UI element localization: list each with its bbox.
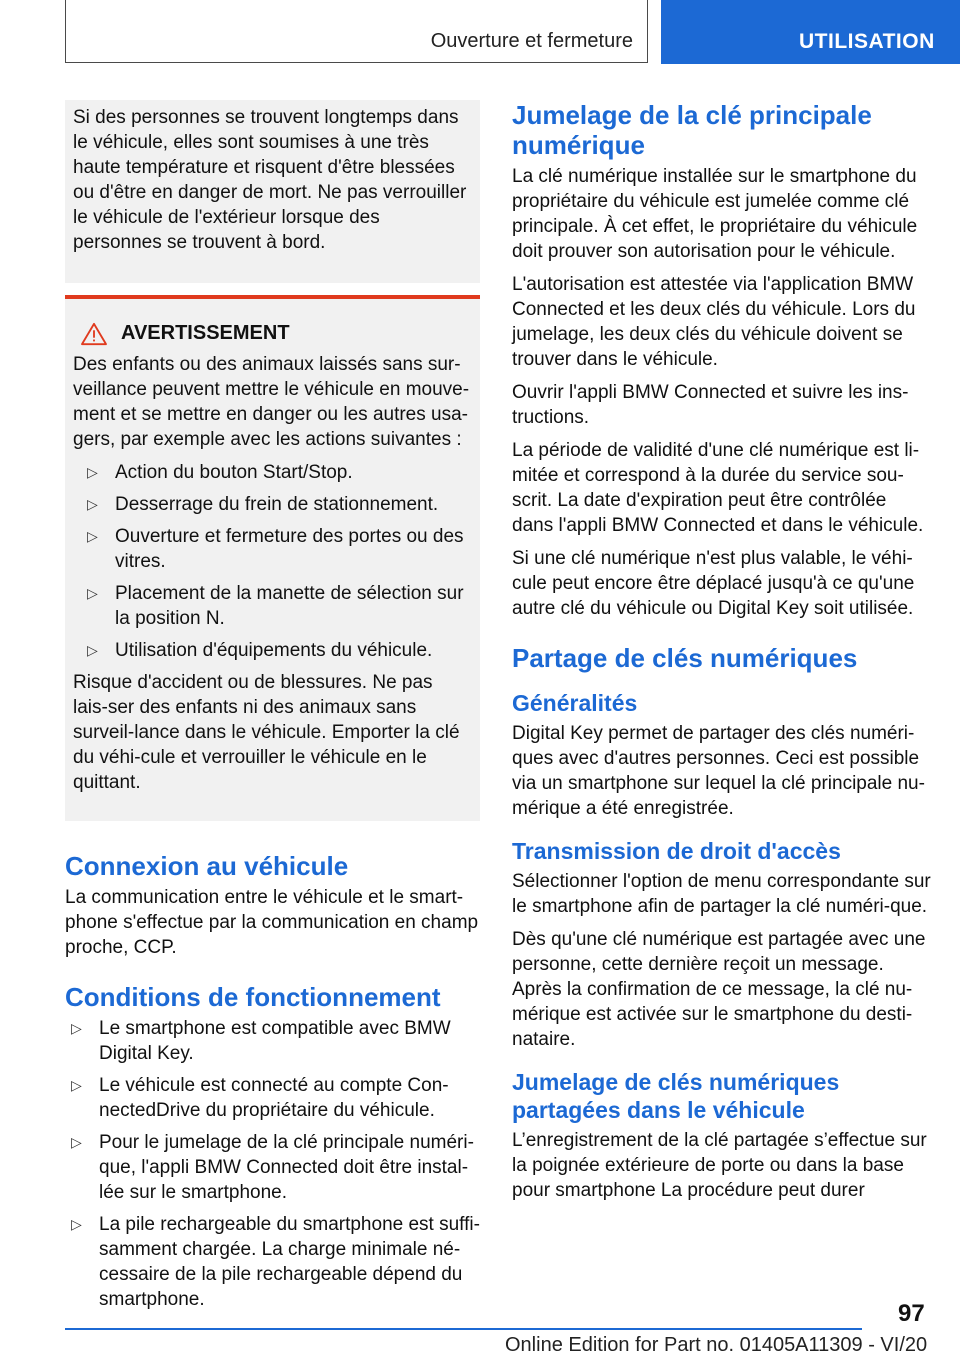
triangle-bullet-icon: ▷ <box>87 528 98 544</box>
heading-jumelage-partage: Jumelage de clés numériques partagées dans le véhicule <box>512 1069 840 1123</box>
edition-text: Online Edition for Part no. 01405A11309 - VI/20 <box>505 1334 928 1356</box>
list-item: ▷ Le véhicule est connecté au compte Con‐nectedDrive du propriétaire du véhicule. <box>71 1075 449 1121</box>
heading-transmission: Transmission de droit d'accès <box>512 838 841 864</box>
warning-outro: Risque d'accident ou de blessures. Ne pas lais‐ser des enfants ni des animaux sans surveil‐lance dans le véhicule. Emporter la clé du véhi‐cule et verrouiller le véhicule en le quittant. <box>73 672 460 793</box>
warning-box <box>65 295 480 821</box>
paragraph: Ouvrir l'appli BMW Connected et suivre les ins‐tructions. <box>512 382 909 428</box>
page-number: 97 <box>898 1300 925 1327</box>
list-item: ▷ Action du bouton Start/Stop. <box>87 462 353 483</box>
list-item: ▷ Pour le jumelage de la clé principale numéri‐que, l'appli BMW Connected doit être instal‐lée sur le smartphone. <box>71 1132 474 1203</box>
heading-partage: Partage de clés numériques <box>512 643 858 673</box>
chapter-tab: UTILISATION <box>661 0 960 64</box>
warning-list <box>73 460 472 663</box>
paragraph: Si une clé numérique n'est plus valable, le véhi‐cule peut encore être déplacé jusqu'à ce qu'une autre clé du véhicule ou Digital Key soit utilisée. <box>512 548 915 619</box>
warning-header <box>73 321 472 346</box>
triangle-bullet-icon: ▷ <box>71 1216 82 1232</box>
info-note <box>65 100 480 283</box>
heading-jumelage: Jumelage de la clé principale numérique <box>512 100 872 160</box>
note-text: Si des personnes se trouvent longtemps dans le véhicule, elles sont soumises à une très haute température et risquent d'être blessées ou d'être en danger de mort. Ne pas verrouiller le véhicule de l'extérieur lorsque des personnes se trouvent à bord. <box>73 107 467 253</box>
list-item: ▷ Ouverture et fermeture des portes ou des vitres. <box>87 526 464 572</box>
paragraph: L’enregistrement de la clé partagée s’effectue sur la poignée extérieure de porte ou dans la base pour smartphone La procédure peut durer <box>512 1130 927 1201</box>
section-title: Ouverture et fermeture <box>65 0 648 63</box>
warning-title: AVERTISSEMENT <box>121 322 290 344</box>
triangle-bullet-icon: ▷ <box>87 464 98 480</box>
list-item: ▷ La pile rechargeable du smartphone est suffi‐samment chargée. La charge minimale né‐cessaire de la pile rechargeable dépend du smartphone. <box>71 1214 480 1310</box>
left-column <box>65 100 480 1319</box>
warning-triangle-icon <box>79 322 109 346</box>
paragraph: La période de validité d'une clé numérique est li‐mitée et correspond à la durée du service sou‐scrit. La date d'expiration peut être contrôlée dans l'appli BMW Connected et dans le véhicule. <box>512 440 924 536</box>
heading-generalites: Généralités <box>512 690 638 716</box>
conditions-list <box>65 1016 480 1312</box>
triangle-bullet-icon: ▷ <box>87 585 98 601</box>
paragraph: L'autorisation est attestée via l'application BMW Connected et les deux clés du véhicule. Lors du jumelage, les deux clés du véhicule doivent se trouver dans le véhicule. <box>512 274 916 370</box>
connexion-text: La communication entre le véhicule et le smart‐phone s'effectue par la communication en champ proche, CCP. <box>65 887 479 958</box>
page-header <box>0 0 960 66</box>
paragraph: La clé numérique installée sur le smartphone du propriétaire du véhicule est jumelée comme clé principale. À cet effet, le propriétaire du véhicule doit prouver son autorisation pour le véhicule. <box>512 166 918 262</box>
paragraph: Dès qu'une clé numérique est partagée avec une personne, cette dernière reçoit un message. Après la confirmation de ce message, la clé nu‐mérique est activée sur le smartphone du desti‐nataire. <box>512 929 926 1050</box>
list-item: ▷ Le smartphone est compatible avec BMW Digital Key. <box>71 1018 451 1064</box>
paragraph: Digital Key permet de partager des clés numéri‐ques avec d'autres personnes. Ceci est possible via un smartphone sur lequel la clé principale nu‐mérique a été enregistrée. <box>512 723 925 819</box>
triangle-bullet-icon: ▷ <box>71 1077 82 1093</box>
triangle-bullet-icon: ▷ <box>87 642 98 658</box>
list-item: ▷ Utilisation d'équipements du véhicule. <box>87 640 433 661</box>
triangle-bullet-icon: ▷ <box>87 496 98 512</box>
right-column <box>512 100 932 1211</box>
list-item: ▷ Placement de la manette de sélection sur la position N. <box>87 583 464 629</box>
heading-connexion: Connexion au véhicule <box>65 851 349 881</box>
triangle-bullet-icon: ▷ <box>71 1134 82 1150</box>
footer-divider <box>65 1328 862 1330</box>
warning-intro: Des enfants ou des animaux laissés sans sur‐veillance peuvent mettre le véhicule en mouve‐ment et se mettre en danger ou les autres usa‐gers, par exemple avec les actions suivantes : <box>73 354 470 450</box>
triangle-bullet-icon: ▷ <box>71 1020 82 1036</box>
paragraph: Sélectionner l'option de menu correspondante sur le smartphone afin de partager la clé numéri‐que. <box>512 871 931 917</box>
heading-conditions: Conditions de fonctionnement <box>65 982 441 1012</box>
list-item: ▷ Desserrage du frein de stationnement. <box>87 494 439 515</box>
